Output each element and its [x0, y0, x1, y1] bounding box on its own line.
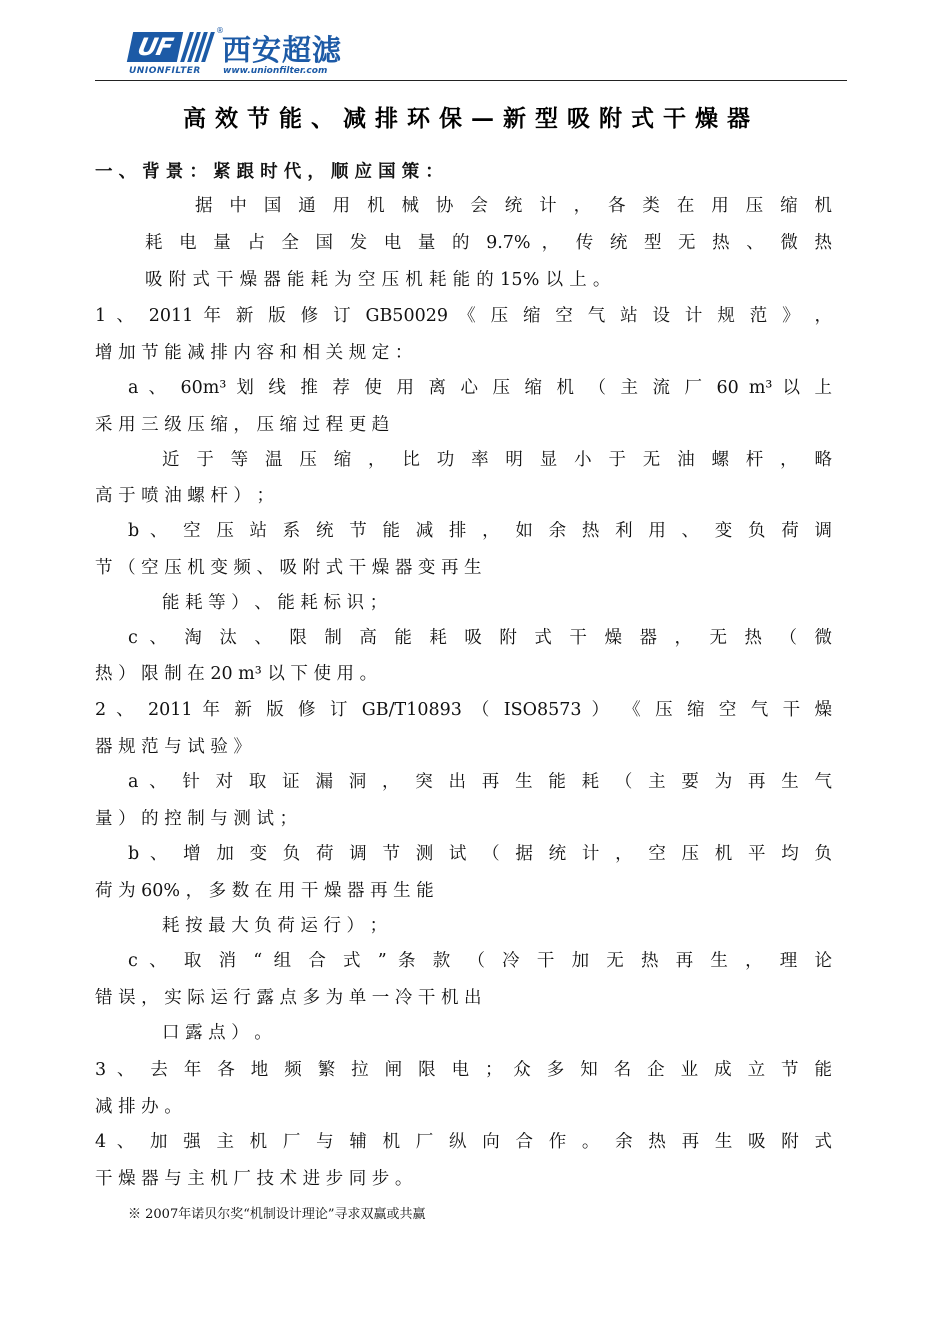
- paragraph-line: 据 中 国 通 用 机 械 协 会 统 计 ， 各 类 在 用 压 缩 机: [195, 196, 832, 216]
- section-heading: 一 、 背 景 ： 紧 跟 时 代 ， 顺 应 国 策 ：: [95, 162, 443, 182]
- sub-item-1b-cont: 能 耗 等 ） 、 能 耗 标 识 ；: [162, 593, 388, 613]
- registered-mark: ®: [216, 26, 224, 35]
- list-item-3-cont: 减 排 办 。: [95, 1097, 182, 1117]
- sub-item-1a-cont: 采 用 三 级 压 缩 ， 压 缩 过 程 更 趋: [95, 415, 390, 435]
- list-item-1: 1 、 2011 年 新 版 修 订 GB50029 《 压 缩 空 气 站 设 计 规 范 》 ，: [95, 306, 832, 326]
- paragraph-line: 耗 电 量 占 全 国 发 电 量 的 9.7% ， 传 统 型 无 热 、 微 热: [145, 233, 832, 253]
- header-rule: [95, 80, 847, 81]
- sub-item-2b-cont: 耗 按 最 大 负 荷 运 行 ） ；: [162, 916, 388, 936]
- sub-item-1a: a 、 60m³ 划 线 推 荐 使 用 离 心 压 缩 机 （ 主 流 厂 60 m³ 以 上: [128, 378, 832, 398]
- sub-item-1b: b 、 空 压 站 系 统 节 能 减 排 ， 如 余 热 利 用 、 变 负 荷 调: [128, 521, 832, 541]
- sub-item-2b: b 、 增 加 变 负 荷 调 节 测 试 （ 据 统 计 ， 空 压 机 平 均 负: [128, 844, 832, 864]
- sub-item-2b-cont: 荷 为 60% ， 多 数 在 用 干 燥 器 再 生 能: [95, 881, 434, 901]
- list-item-2-cont: 器 规 范 与 试 验 》: [95, 737, 251, 757]
- paragraph-line: 吸 附 式 干 燥 器 能 耗 为 空 压 机 耗 能 的 15% 以 上 。: [145, 270, 611, 290]
- sub-item-1a-cont: 近 于 等 温 压 缩 ， 比 功 率 明 显 小 于 无 油 螺 杆 ， 略: [162, 450, 832, 470]
- sub-item-1a-cont: 高 于 喷 油 螺 杆 ） ；: [95, 486, 274, 506]
- sub-item-2c-cont: 错 误 ， 实 际 运 行 露 点 多 为 单 一 冷 干 机 出: [95, 988, 482, 1008]
- sub-item-2a: a 、 针 对 取 证 漏 洞 ， 突 出 再 生 能 耗 （ 主 要 为 再 生 气: [128, 772, 832, 792]
- list-item-4: 4 、 加 强 主 机 厂 与 辅 机 厂 纵 向 合 作 。 余 热 再 生 吸 附 式: [95, 1132, 832, 1152]
- page-title: 高效节能、减排环保—新型吸附式干燥器: [183, 105, 759, 132]
- sub-item-1b-cont: 节 （ 空 压 机 变 频 、 吸 附 式 干 燥 器 变 再 生: [95, 558, 482, 578]
- footnote: ※ 2007年诺贝尔奖“机制设计理论”寻求双赢或共赢: [128, 1207, 426, 1222]
- company-name-en: UNIONFILTER: [129, 66, 201, 76]
- list-item-4-cont: 干 燥 器 与 主 机 厂 技 术 进 步 同 步 。: [95, 1169, 413, 1189]
- list-item-2: 2 、 2011 年 新 版 修 订 GB/T10893 （ ISO8573 ） 《 压 缩 空 气 干 燥: [95, 700, 832, 720]
- sub-item-2c-cont: 口 露 点 ） 。: [162, 1023, 272, 1043]
- sub-item-2a-cont: 量 ） 的 控 制 与 测 试 ；: [95, 809, 298, 829]
- sub-item-1c: c 、 淘 汰 、 限 制 高 能 耗 吸 附 式 干 燥 器 ， 无 热 （ 微: [128, 628, 832, 648]
- list-item-1-cont: 增 加 节 能 减 排 内 容 和 相 关 规 定 ：: [95, 343, 413, 363]
- sub-item-1c-cont: 热 ） 限 制 在 20 m³ 以 下 使 用 。: [95, 664, 378, 684]
- company-name-cn: 西安超滤: [222, 33, 343, 67]
- company-url: www.unionfilter.com: [223, 66, 328, 76]
- logo-stripes-icon: [185, 32, 215, 62]
- page-header: [95, 26, 847, 82]
- sub-item-2c: c 、 取 消 “ 组 合 式 ” 条 款 （ 冷 干 加 无 热 再 生 ， 理 论: [128, 951, 832, 971]
- list-item-3: 3 、 去 年 各 地 频 繁 拉 闸 限 电 ； 众 多 知 名 企 业 成 立 节 能: [95, 1060, 832, 1080]
- uf-logo-mark: UF: [127, 32, 183, 62]
